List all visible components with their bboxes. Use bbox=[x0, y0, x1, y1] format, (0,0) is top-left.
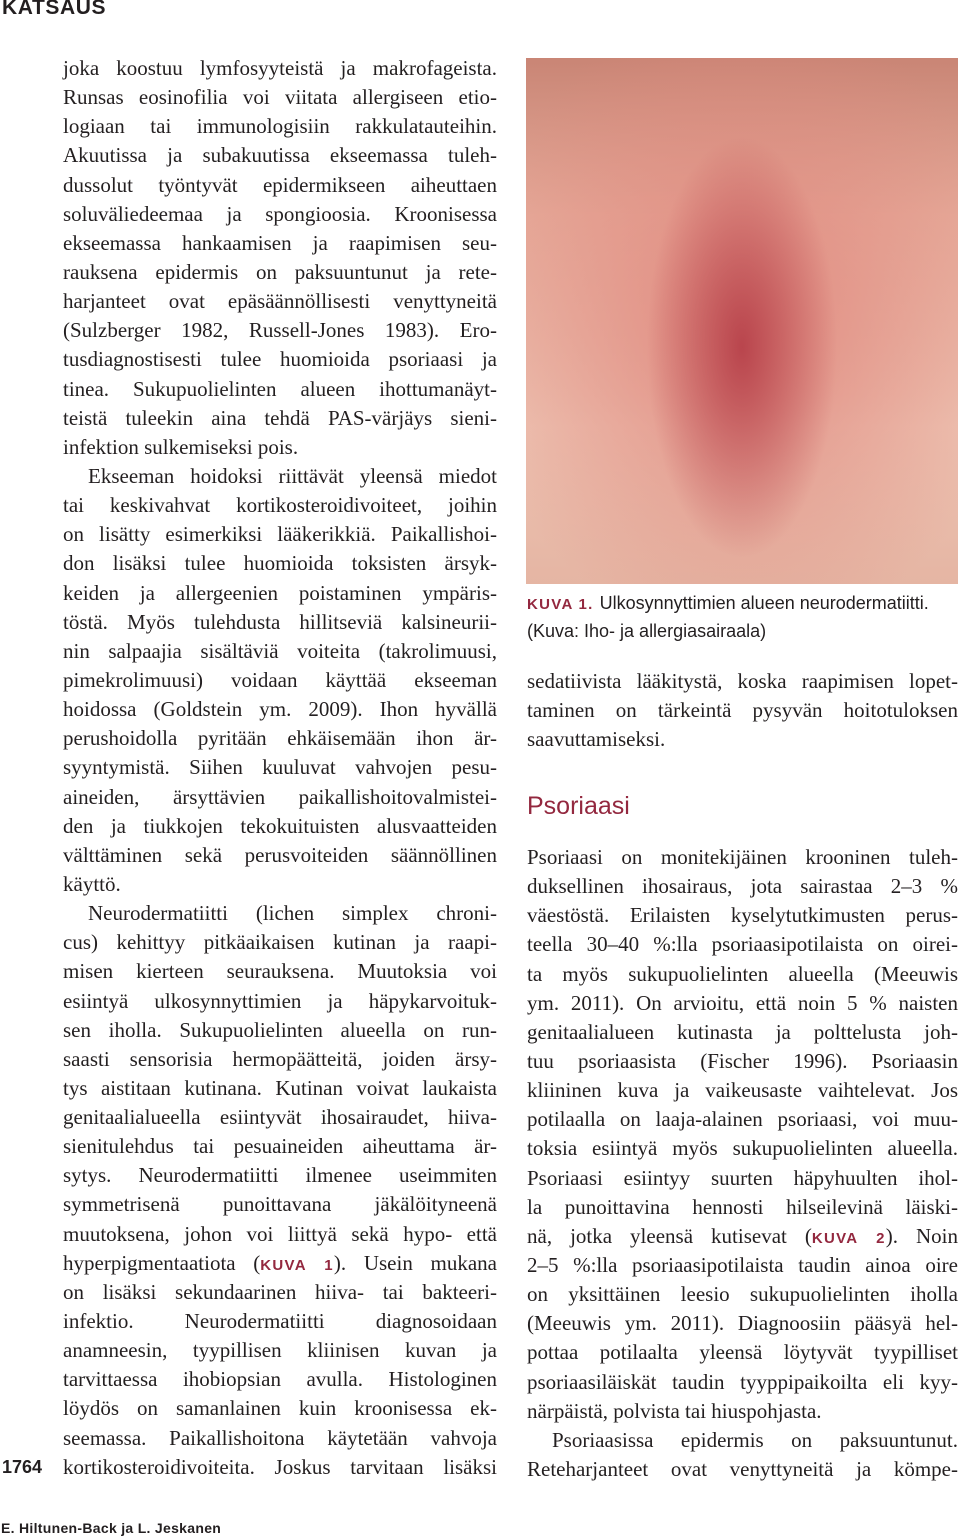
text-line: aineiden, ärsyttävien paikallishoitovalmistei- bbox=[63, 784, 497, 809]
figure-photo bbox=[526, 58, 958, 584]
text-line: dussolut työntyvät epidermikseen aiheuttaen bbox=[63, 172, 497, 197]
text-line: Runsas eosinofilia voi viitata allergiseen etio- bbox=[63, 85, 497, 110]
text-line: rauksena epidermis on paksuuntunut ja rete- bbox=[63, 259, 497, 284]
text-line: symmetrisenä punoittavana jäkälöityneenä bbox=[63, 1192, 497, 1217]
text-line: Reteharjanteet ovat venyttyneitä ja kömpe- bbox=[527, 1456, 958, 1481]
text-line: tusdiagnostisesti tulee huomioida psoriaasi ja bbox=[63, 347, 497, 372]
text-line: pimekrolimuusi) voidaan käyttää ekseeman bbox=[63, 667, 497, 692]
text-line: 2–5 %:lla psoriaasipotilaista taudin ainoa oire bbox=[527, 1252, 958, 1277]
text-line: löydös on samanlainen kuin kroonisessa ek- bbox=[63, 1396, 497, 1421]
text-line: infektio. Neurodermatiitti diagnosoidaan bbox=[63, 1309, 497, 1334]
caption-text: Ulkosynnyttimien alueen neurodermatiitti. bbox=[599, 593, 929, 613]
paragraph bbox=[527, 1426, 958, 1484]
text-line: esiintyä ulkosynnyttimien ja häpykarvoituk- bbox=[63, 988, 497, 1013]
text-line: ym. 2011). On arvioitu, että noin 5 % naisten bbox=[527, 990, 958, 1015]
text-line: hoidossa (Goldstein ym. 2009). Ihon hyvällä bbox=[63, 697, 497, 722]
footer-authors: E. Hiltunen-Back ja L. Jeskanen bbox=[1, 1520, 222, 1536]
text-line: keiden ja allergeenien poistaminen ympäris- bbox=[63, 580, 497, 605]
text-line: potilaalla on laaja-alainen psoriaasi, voi muu- bbox=[527, 1107, 958, 1132]
figure-label: KUVA 1. bbox=[527, 596, 594, 613]
figure-reference: KUVA 2 bbox=[811, 1229, 886, 1247]
text-line: Psoriaasi on monitekijäinen krooninen tuleh- bbox=[527, 845, 958, 869]
text-line: genitaalialueella esiintyvät ihosairaudet, hiiva- bbox=[63, 1105, 497, 1130]
text-line: on yksittäinen leesio sukupuolielinten iholla bbox=[527, 1282, 958, 1307]
figure-caption bbox=[527, 589, 958, 645]
text-line: välttäminen sekä perusvoiteiden säännöllinen bbox=[63, 842, 497, 867]
text-line: perushoidolla pyritään ehkäisemään ihon är- bbox=[63, 726, 497, 751]
text-line: Neurodermatiitti (lichen simplex chroni- bbox=[88, 901, 497, 926]
text-line: kliininen kuva ja vaikeusaste vaihtelevat. Jos bbox=[527, 1078, 958, 1103]
text-line: cus) kehittyy pitkäaikaisen kutinan ja raapi- bbox=[63, 930, 497, 955]
text-line: (Sulzberger 1982, Russell-Jones 1983). Ero- bbox=[63, 318, 497, 343]
text-line: on lisäksi sekundaarinen hiiva- tai bakteeri- bbox=[63, 1279, 497, 1304]
text-line: nin salpaajia sisältäviä voiteita (takrolimuusi, bbox=[63, 638, 497, 663]
text-line: on lisätty esimerkiksi lääkerikkiä. Paikallishoi- bbox=[63, 522, 497, 547]
text-line bbox=[527, 1222, 958, 1251]
text-line: teella 30–40 %:lla psoriaasipotilaista on oirei- bbox=[527, 932, 958, 957]
page-number: 1764 bbox=[2, 1457, 43, 1477]
figure-reference: KUVA 1 bbox=[260, 1256, 334, 1274]
text-line: töstä. Myös tulehdusta hillitseviä kalsineurii- bbox=[63, 609, 497, 634]
text-line: sedatiivista lääkitystä, koska raapimisen lopet- bbox=[527, 669, 958, 693]
caption-line bbox=[527, 589, 958, 617]
text-line: anamneesin, tyypillisen kliinisen kuvan ja bbox=[63, 1338, 497, 1363]
text-line: saasti sensorisia hermopäätteitä, joiden ärsy- bbox=[63, 1046, 497, 1071]
text-line: taminen on tärkeintä pysyvän hoitotuloksen bbox=[527, 698, 958, 723]
text-line: ekseemassa hankaamisen ja raapimisen seu- bbox=[63, 230, 497, 255]
section-label: KATSAUS bbox=[2, 0, 107, 19]
text-line: tinea. Sukupuolielinten alueen ihottumanäyt- bbox=[63, 376, 497, 401]
right-column-top bbox=[527, 667, 958, 754]
text-segment: nä, jotka yleensä kutisevat ( bbox=[527, 1223, 812, 1248]
text-line: psoriaasiläiskät taudin tyyppipaikoilta eli kyy- bbox=[527, 1369, 958, 1394]
paragraph bbox=[527, 843, 958, 1426]
text-line: pottaa potilaalta yleensä löytyvät tyypilliset bbox=[527, 1340, 958, 1365]
text-line: duksellinen ihosairaus, jota sairastaa 2–3 % bbox=[527, 874, 958, 899]
text-line: muutoksena, johon voi liittyä sekä hypo- että bbox=[63, 1221, 497, 1246]
text-line: (Meeuwis ym. 2011). Diagnoosiin pääsyä hel- bbox=[527, 1311, 958, 1336]
text-line: don lisäksi tulee huomioida toksisten ärsyk- bbox=[63, 551, 497, 576]
text-line: soluväliedeemaa ja spongioosia. Kroonisessa bbox=[63, 201, 497, 226]
text-line: genitaalialueen kutinasta ja polttelusta joh- bbox=[527, 1019, 958, 1044]
paragraph bbox=[63, 54, 497, 462]
paragraph bbox=[527, 667, 958, 754]
left-column bbox=[63, 54, 497, 1482]
text-line: Psoriaasi esiintyy suurten häpyhuulten ihol- bbox=[527, 1165, 958, 1190]
text-line: harjanteet ovat epäsäännöllisesti venyttyneitä bbox=[63, 289, 497, 314]
text-line: Psoriaasissa epidermis on paksuuntunut. bbox=[552, 1427, 958, 1452]
text-line: väestöstä. Erilaisten kyselytutkimusten perus- bbox=[527, 903, 958, 928]
text-line: la punoittavina hennosti hilseilevinä läiski- bbox=[527, 1194, 958, 1219]
paragraph bbox=[63, 462, 497, 899]
text-segment: ). Noin bbox=[885, 1223, 958, 1248]
text-line: kortikosteroidivoiteita. Joskus tarvitaan lisäksi bbox=[63, 1454, 497, 1479]
text-line: teistä tuleekin aina tehdä PAS-värjäys sieni- bbox=[63, 405, 497, 430]
text-segment: hyperpigmentaatiota ( bbox=[63, 1250, 261, 1275]
text-line: seemassa. Paikallishoitona käytetään vahvoja bbox=[63, 1425, 497, 1450]
text-line: tys aistitaan kutinana. Kutinan voivat laukaista bbox=[63, 1075, 497, 1100]
text-line: ta myös sukupuolielinten alueella (Meeuwis bbox=[527, 961, 958, 986]
text-line: sienitulehdus tai pesuaineiden aiheuttama är- bbox=[63, 1134, 497, 1159]
text-line: misen kierteen seurauksena. Muutoksia voi bbox=[63, 959, 497, 984]
text-line: Ekseeman hoidoksi riittävät yleensä miedot bbox=[88, 463, 497, 488]
text-line: käyttö. bbox=[63, 871, 121, 896]
text-line bbox=[63, 1249, 497, 1278]
text-line: sytys. Neurodermatiitti ilmenee useimmiten bbox=[63, 1163, 497, 1188]
text-line: syyntymistä. Siihen kuuluvat vahvojen pesu- bbox=[63, 755, 497, 780]
section-heading: Psoriaasi bbox=[527, 792, 630, 820]
paragraph bbox=[63, 899, 497, 1482]
right-column bbox=[527, 843, 958, 1484]
text-line: logiaan tai immunologisiin rakkulatauteihin. bbox=[63, 114, 497, 139]
text-line: tai keskivahvat kortikosteroidivoiteet, joihin bbox=[63, 493, 497, 518]
text-segment: ). Usein mukana bbox=[333, 1250, 497, 1275]
text-line: saavuttamiseksi. bbox=[527, 727, 666, 752]
text-line: Akuutissa ja subakuutissa ekseemassa tuleh- bbox=[63, 143, 497, 168]
text-line: toksia esiintyä myös sukupuolielinten alueella. bbox=[527, 1136, 958, 1161]
text-line: tarvittaessa ihobiopsian avulla. Histologinen bbox=[63, 1367, 497, 1392]
text-line: infektion sulkemiseksi pois. bbox=[63, 434, 299, 459]
caption-credit: (Kuva: Iho- ja allergiasairaala) bbox=[527, 621, 767, 641]
text-line: tuu psoriaasista (Fischer 1996). Psoriaasin bbox=[527, 1048, 958, 1073]
text-line: den ja tiukkojen tekokuituisten alusvaatteiden bbox=[63, 813, 497, 838]
text-line: sen iholla. Sukupuolielinten alueella on run- bbox=[63, 1017, 497, 1042]
text-line: joka koostuu lymfosyyteistä ja makrofageista. bbox=[63, 56, 497, 80]
text-line: närpäistä, polvista tai hiuspohjasta. bbox=[527, 1398, 822, 1423]
